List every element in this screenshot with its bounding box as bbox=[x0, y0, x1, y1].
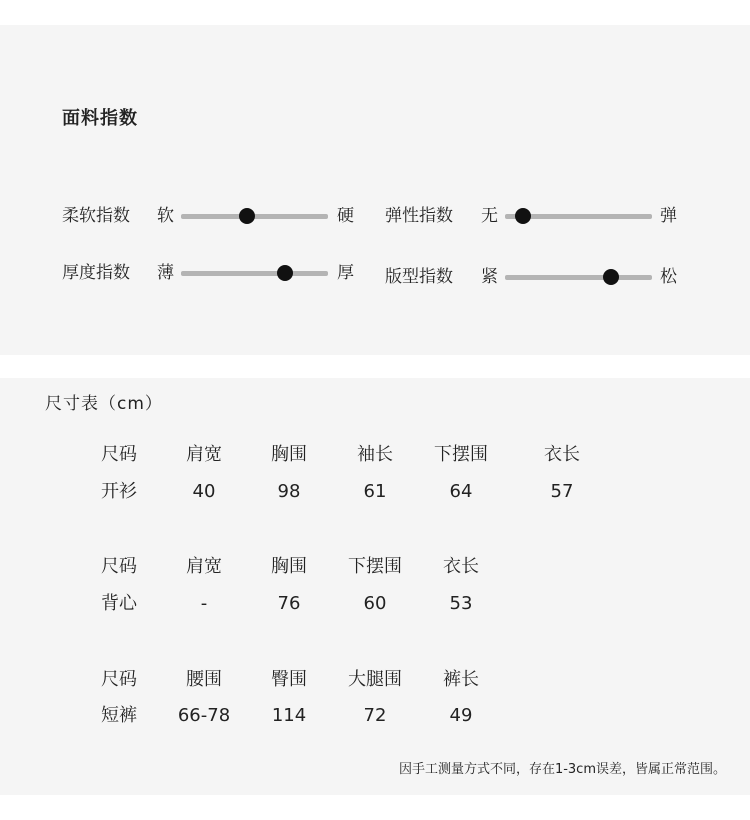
table-header-cell: 下摆围 bbox=[434, 444, 488, 465]
slider-min-label: 软 bbox=[157, 206, 174, 226]
table-header-cell: 腰围 bbox=[186, 669, 222, 690]
fabric-index-title: 面料指数 bbox=[62, 108, 138, 129]
table-value-cell: 61 bbox=[363, 481, 387, 502]
fabric-index-label: 弹性指数 bbox=[385, 206, 453, 226]
table-header-cell: 下摆围 bbox=[348, 556, 402, 577]
slider-knob bbox=[515, 208, 531, 224]
fabric-index-label: 版型指数 bbox=[385, 267, 453, 287]
table-value-cell: 76 bbox=[277, 593, 301, 614]
table-value-cell: 开衫 bbox=[101, 481, 137, 502]
slider-max-label: 厚 bbox=[337, 263, 354, 283]
table-value-cell: 66-78 bbox=[177, 705, 231, 726]
table-header-cell: 尺码 bbox=[101, 444, 137, 465]
table-header-cell: 胸围 bbox=[271, 444, 307, 465]
table-value-cell: 49 bbox=[449, 705, 473, 726]
slider-min-label: 紧 bbox=[481, 267, 498, 287]
slider-max-label: 弹 bbox=[660, 206, 677, 226]
table-header-cell: 胸围 bbox=[271, 556, 307, 577]
table-value-cell: 短裤 bbox=[101, 705, 137, 726]
table-header-cell: 肩宽 bbox=[186, 556, 222, 577]
table-value-cell: 72 bbox=[363, 705, 387, 726]
fabric-index-label: 柔软指数 bbox=[62, 206, 130, 226]
table-header-cell: 尺码 bbox=[101, 669, 137, 690]
table-header-cell: 衣长 bbox=[544, 444, 580, 465]
slider-max-label: 硬 bbox=[337, 206, 354, 226]
slider-track bbox=[181, 271, 328, 276]
table-header-cell: 衣长 bbox=[443, 556, 479, 577]
size-table-panel bbox=[0, 378, 750, 795]
table-header-cell: 臀围 bbox=[271, 669, 307, 690]
table-value-cell: 53 bbox=[449, 593, 473, 614]
table-value-cell: 98 bbox=[277, 481, 301, 502]
measurement-note: 因手工测量方式不同，存在1-3cm误差，皆属正常范围。 bbox=[398, 762, 726, 777]
table-value-cell: 背心 bbox=[101, 593, 137, 614]
table-header-cell: 袖长 bbox=[357, 444, 393, 465]
table-header-cell: 大腿围 bbox=[348, 669, 402, 690]
size-table-title: 尺寸表（cm） bbox=[45, 394, 163, 414]
slider-knob bbox=[603, 269, 619, 285]
table-value-cell: 64 bbox=[449, 481, 473, 502]
table-value-cell: 114 bbox=[271, 705, 307, 726]
slider-min-label: 薄 bbox=[157, 263, 174, 283]
fabric-index-label: 厚度指数 bbox=[62, 263, 130, 283]
slider-track bbox=[505, 275, 652, 280]
table-value-cell: 60 bbox=[363, 593, 387, 614]
table-value-cell: 57 bbox=[550, 481, 574, 502]
table-header-cell: 裤长 bbox=[443, 669, 479, 690]
fabric-index-panel bbox=[0, 25, 750, 355]
table-value-cell: 40 bbox=[192, 481, 216, 502]
table-header-cell: 尺码 bbox=[101, 556, 137, 577]
slider-max-label: 松 bbox=[660, 267, 677, 287]
slider-min-label: 无 bbox=[481, 206, 498, 226]
table-value-cell: - bbox=[200, 593, 208, 614]
table-header-cell: 肩宽 bbox=[186, 444, 222, 465]
